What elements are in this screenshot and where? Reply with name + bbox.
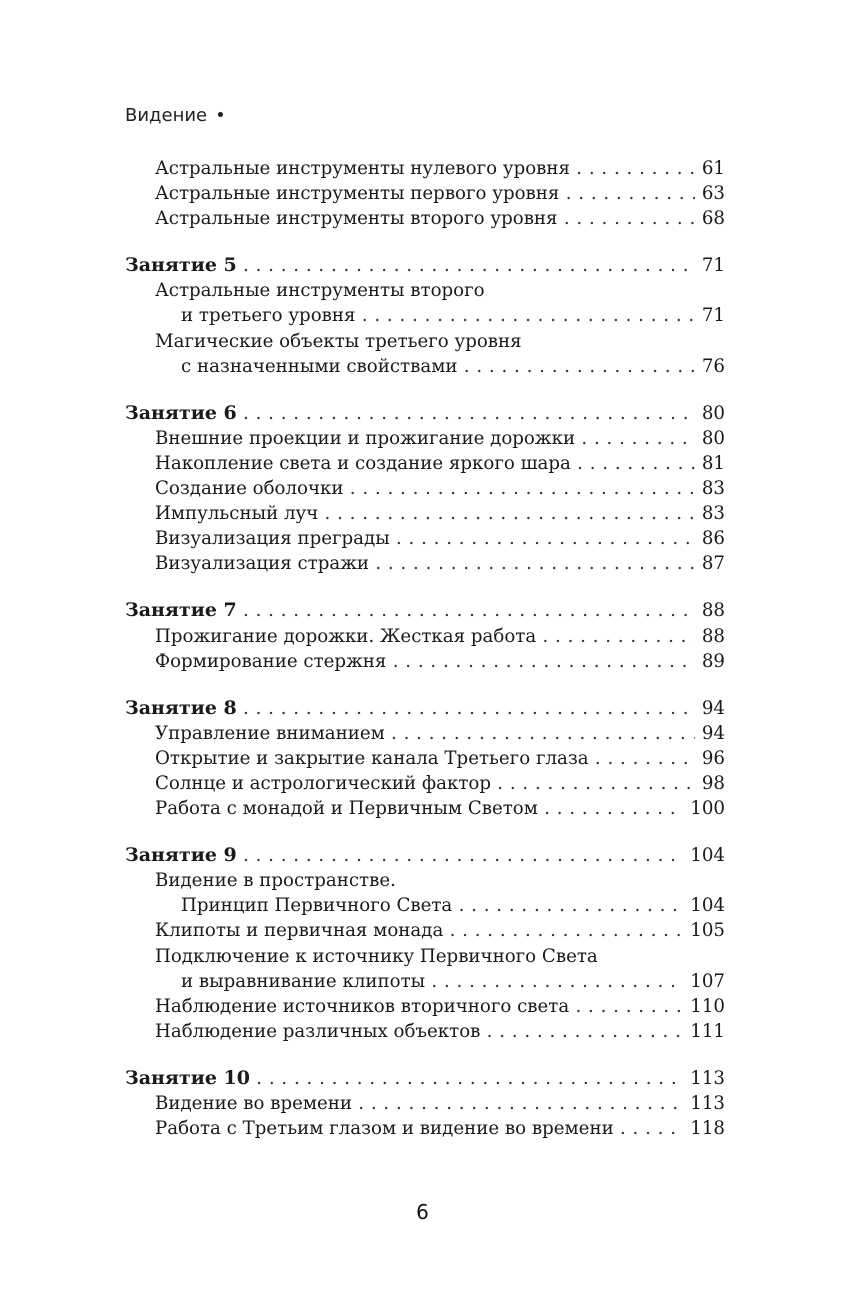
toc-entry-title (155, 1116, 716, 1141)
toc-chapter-entry (0, 843, 845, 868)
toc-entry-title (155, 426, 716, 451)
toc-section (0, 401, 845, 577)
table-of-contents (0, 156, 845, 1163)
toc-chapter-entry (0, 598, 845, 623)
toc-entry-title (155, 278, 716, 303)
toc-entry-text: Формирование стержня (155, 650, 387, 672)
toc-entry-title (155, 476, 716, 501)
toc-entry-text: Накопление света и создание яркого шара (155, 452, 571, 474)
toc-entry-title (125, 1066, 716, 1091)
toc-entry-text: Занятие 5 (125, 254, 237, 277)
toc-entry-title (155, 1091, 716, 1116)
toc-entry-text: Астральные инструменты второго уровня (155, 208, 558, 230)
toc-entry-text: Наблюдение различных объектов (155, 1020, 481, 1042)
toc-entry-text: Магические объекты третьего уровня (155, 330, 522, 352)
toc-entry-text: Внешние проекции и прожигание дорожки (155, 427, 576, 449)
toc-page-number: 111 (683, 1019, 725, 1044)
running-head-bullet: • (215, 105, 226, 126)
toc-entry-text: Работа с монадой и Первичным Светом (155, 798, 538, 820)
toc-page-number: 71 (695, 303, 725, 328)
toc-entry-title (155, 918, 716, 943)
toc-entry-text: Астральные инструменты первого уровня (155, 183, 560, 205)
toc-page-number: 104 (683, 843, 725, 868)
toc-entry-text: Визуализация преграды (155, 528, 390, 550)
toc-entry (0, 476, 845, 501)
toc-page-number: 110 (683, 994, 725, 1019)
toc-entry-text: Астральные инструменты второго (155, 280, 485, 302)
toc-entry-title (155, 994, 716, 1019)
toc-entry-title (181, 354, 716, 379)
toc-page-number: 80 (695, 426, 725, 451)
toc-section (0, 253, 845, 378)
toc-page-number: 81 (695, 451, 725, 476)
toc-entry (0, 994, 845, 1019)
toc-entry-title (155, 796, 716, 821)
toc-page-number: 71 (695, 253, 725, 278)
toc-entry (0, 893, 845, 918)
toc-entry-title (155, 944, 716, 969)
toc-page-number: 80 (695, 401, 725, 426)
toc-entry (0, 501, 845, 526)
toc-entry-text: Занятие 7 (125, 599, 237, 622)
toc-entry-title (181, 893, 716, 918)
toc-page-number: 118 (683, 1116, 725, 1141)
toc-entry (0, 303, 845, 328)
toc-entry-text: Принцип Первичного Света (181, 895, 453, 917)
toc-entry (0, 551, 845, 576)
toc-entry-text: Клипоты и первичная монада (155, 920, 444, 942)
toc-entry-text: Наблюдение источников вторичного света (155, 995, 570, 1017)
toc-entry-text: Видение во времени (155, 1093, 353, 1114)
toc-section (0, 696, 845, 821)
toc-entry (0, 278, 845, 303)
toc-entry-title (181, 969, 716, 994)
toc-page-number: 83 (695, 476, 725, 501)
toc-entry-title (125, 696, 716, 721)
toc-entry (0, 796, 845, 821)
toc-entry (0, 451, 845, 476)
toc-entry-text: Прожигание дорожки. Жесткая работа (155, 625, 537, 647)
toc-entry-title (125, 843, 716, 868)
toc-entry (0, 329, 845, 354)
toc-page-number: 68 (695, 206, 725, 231)
toc-entry-title (155, 771, 716, 796)
toc-entry-text: Создание оболочки (155, 478, 344, 500)
toc-entry (0, 918, 845, 943)
toc-entry-text: Занятие 8 (125, 696, 237, 719)
toc-entry-text: с назначенными свойствами (181, 355, 458, 377)
toc-entry-title (155, 526, 716, 551)
toc-entry (0, 426, 845, 451)
toc-entry-title (155, 329, 716, 354)
toc-entry-text: Работа с Третьим глазом и видение во времени (155, 1118, 614, 1140)
toc-page-number: 105 (683, 918, 725, 943)
toc-section (0, 843, 845, 1044)
toc-entry-title (155, 624, 716, 649)
toc-page-number: 63 (695, 181, 725, 206)
toc-page-number: 89 (695, 649, 725, 674)
toc-entry-text: Управление вниманием (155, 722, 385, 744)
toc-page-number: 86 (695, 526, 725, 551)
toc-section (0, 1066, 845, 1141)
toc-entry (0, 156, 845, 181)
toc-page-number: 100 (683, 796, 725, 821)
toc-entry-title (155, 181, 716, 206)
toc-entry (0, 649, 845, 674)
toc-entry-title (125, 253, 716, 278)
toc-page-number: 94 (695, 696, 725, 721)
toc-section (0, 156, 845, 231)
toc-entry-title (155, 451, 716, 476)
toc-page-number: 76 (695, 354, 725, 379)
toc-entry-text: Солнце и астрологический фактор (155, 772, 491, 794)
running-head-title: Видение (125, 105, 208, 126)
toc-entry (0, 944, 845, 969)
toc-entry (0, 1116, 845, 1141)
toc-page-number: 61 (695, 156, 725, 181)
toc-entry (0, 868, 845, 893)
toc-entry-text: Импульсный луч (155, 503, 319, 525)
toc-entry-text: Видение в пространстве. (155, 870, 396, 892)
toc-page-number: 98 (695, 771, 725, 796)
toc-chapter-entry (0, 696, 845, 721)
toc-entry-title (155, 649, 716, 674)
toc-entry-text: Визуализация стражи (155, 553, 370, 575)
toc-page-number: 88 (695, 598, 725, 623)
toc-entry-text: Занятие 6 (125, 401, 237, 424)
toc-page-number: 96 (695, 746, 725, 771)
toc-entry-text: Подключение к источнику Первичного Света (155, 945, 598, 967)
toc-page-number: 88 (695, 624, 725, 649)
toc-entry (0, 721, 845, 746)
toc-chapter-entry (0, 1066, 845, 1091)
toc-entry (0, 771, 845, 796)
toc-entry (0, 206, 845, 231)
toc-page-number: 113 (683, 1091, 725, 1116)
toc-entry-title (155, 156, 716, 181)
toc-entry-title (125, 598, 716, 623)
toc-page-number: 113 (683, 1066, 725, 1091)
toc-entry (0, 181, 845, 206)
toc-section (0, 598, 845, 673)
toc-entry (0, 1019, 845, 1044)
toc-entry-text: Открытие и закрытие канала Третьего глаза (155, 747, 589, 769)
toc-entry-text: Занятие 10 (125, 1066, 250, 1089)
page-number: 6 (416, 1200, 429, 1224)
toc-entry-text: Астральные инструменты нулевого уровня (155, 158, 571, 179)
toc-entry-title (155, 551, 716, 576)
toc-entry-title (181, 303, 716, 328)
toc-entry-title (125, 401, 716, 426)
toc-entry-title (155, 868, 716, 893)
toc-page-number: 87 (695, 551, 725, 576)
toc-entry-text: Занятие 9 (125, 844, 237, 867)
toc-chapter-entry (0, 401, 845, 426)
toc-entry-title (155, 501, 716, 526)
toc-entry (0, 354, 845, 379)
toc-entry (0, 746, 845, 771)
toc-page-number: 94 (695, 721, 725, 746)
toc-chapter-entry (0, 253, 845, 278)
toc-entry (0, 624, 845, 649)
toc-entry-title (155, 746, 716, 771)
toc-entry-title (155, 721, 716, 746)
toc-entry-text: и третьего уровня (181, 305, 356, 327)
toc-entry-title (155, 1019, 716, 1044)
toc-page-number: 107 (683, 969, 725, 994)
toc-page-number: 83 (695, 501, 725, 526)
toc-entry (0, 969, 845, 994)
running-head (125, 105, 226, 126)
toc-entry (0, 1091, 845, 1116)
toc-page-number: 104 (683, 893, 725, 918)
toc-entry-title (155, 206, 716, 231)
toc-entry-text: и выравнивание клипоты (181, 970, 426, 992)
toc-entry (0, 526, 845, 551)
